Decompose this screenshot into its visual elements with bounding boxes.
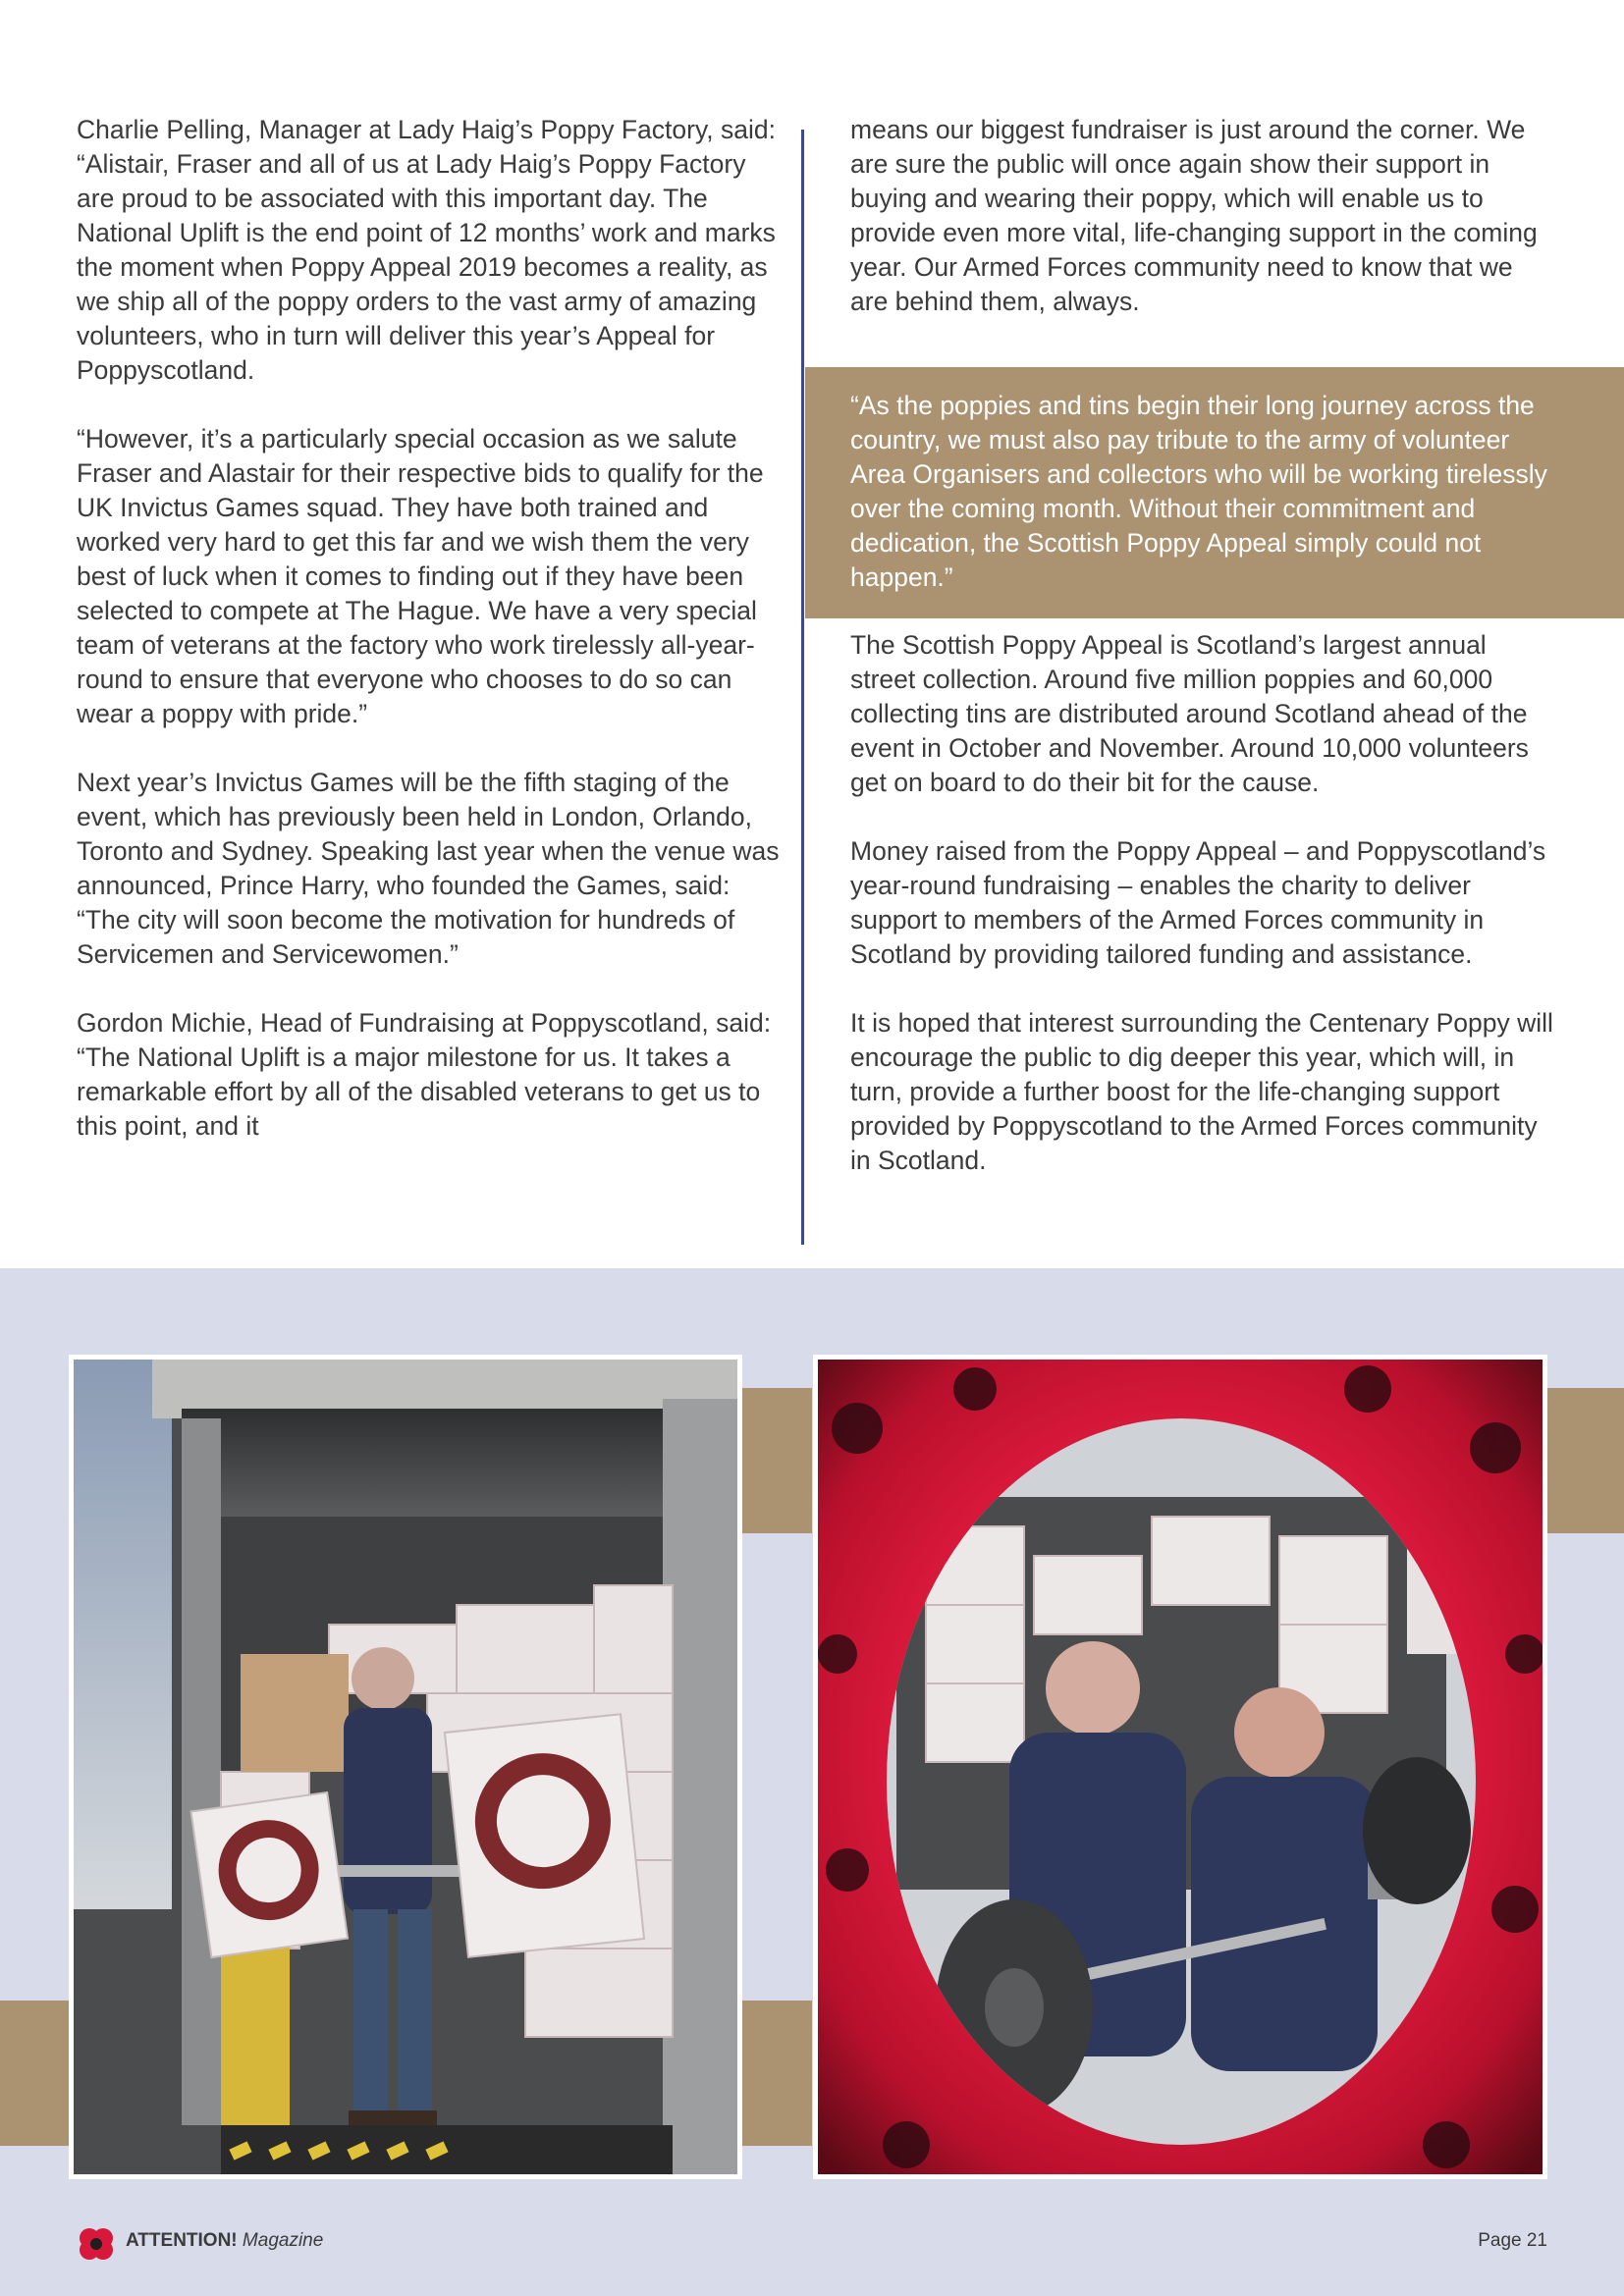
article-paragraph: Next year’s Invictus Games will be the fifth staging of the event, which has previously been held in London, Orlando, Toronto and Sydney. Speaking last year when the venue was announced, Prince Harry, who founded the Games, said: “The city will soon become the motivation for hundreds of Servicemen and Servicewomen.”: [77, 768, 780, 969]
pull-quote-box: [805, 367, 1624, 618]
article-paragraph: Money raised from the Poppy Appeal – and Poppyscotland’s year-round fundraising – enables the charity to deliver support to members of the Armed Forces community in Scotland by providing tailored funding and assistance.: [850, 836, 1546, 969]
article-paragraph: Charlie Pelling, Manager at Lady Haig’s Poppy Factory, said: “Alistair, Fraser and all of us at Lady Haig’s Poppy Factory are proud to be associated with this important day. The National Uplift is the end point of 12 months’ work and marks the moment when Poppy Appeal 2019 becomes a reality, as we ship all of the poppy orders to the vast army of amazing volunteers, who in turn will deliver this year’s Appeal for Poppyscotland.: [77, 115, 776, 385]
article-left-column: [77, 113, 785, 1178]
magazine-brand: [126, 2230, 323, 2252]
page-number: Page 21: [1478, 2230, 1547, 2251]
brand-suffix: Magazine: [242, 2230, 324, 2251]
article-paragraph: Gordon Michie, Head of Fundraising at Poppyscotland, said: “The National Uplift is a major milestone for us. It takes a remarkable effort by all of the disabled veterans to get us to this point, and it: [77, 1008, 772, 1141]
decorative-tan-block: [738, 1388, 812, 1533]
article-paragraph: It is hoped that interest surrounding the Centenary Poppy will encourage the public to dig deeper this year, which will, in turn, provide a further boost for the life-changing support provided by Poppyscotland to the Armed Forces community in Scotland.: [850, 1008, 1553, 1175]
article-paragraph: The Scottish Poppy Appeal is Scotland’s largest annual street collection. Around five million poppies and 60,000 collecting tins are distributed around Scotland ahead of the event in October and November. Around 10,000 volunteers get on board to do their bit for the cause.: [850, 630, 1529, 797]
photo-veteran-lifting-boxes: [69, 1355, 742, 2179]
decorative-tan-block: [1543, 1388, 1624, 1533]
decorative-tan-block: [0, 2001, 71, 2146]
article-right-column-bottom: [850, 628, 1557, 1212]
brand-name: ATTENTION!: [126, 2230, 238, 2251]
column-divider: [801, 130, 804, 1245]
article-right-column-top: [850, 113, 1557, 353]
poppy-icon: [77, 2224, 116, 2269]
article-paragraph: “However, it’s a particularly special occasion as we salute Fraser and Alastair for their respective bids to qualify for the UK Invictus Games squad. They have both trained and worked very hard to get this far and we wish them the very best of luck when it comes to finding out if they have been selected to compete at The Hague. We have a very special team of veterans at the factory who work tirelessly all-year-round to ensure that everyone who chooses to do so can wear a poppy with pride.”: [77, 424, 764, 728]
decorative-tan-block: [738, 2001, 812, 2146]
article-paragraph: means our biggest fundraiser is just around the corner. We are sure the public will once again show their support in buying and wearing their poppy, which will enable us to provide even more vital, life-changing support in the coming year. Our Armed Forces community need to know that we are behind them, always.: [850, 115, 1538, 316]
pull-quote-text: “As the poppies and tins begin their long journey across the country, we must also pay tribute to the army of volunteer Area Organisers and collectors who will be working tirelessly over the coming month. Without their commitment and dedication, the Scottish Poppy Appeal simply could not happen.”: [850, 391, 1547, 592]
photo-veterans-through-wreath: [813, 1355, 1547, 2179]
